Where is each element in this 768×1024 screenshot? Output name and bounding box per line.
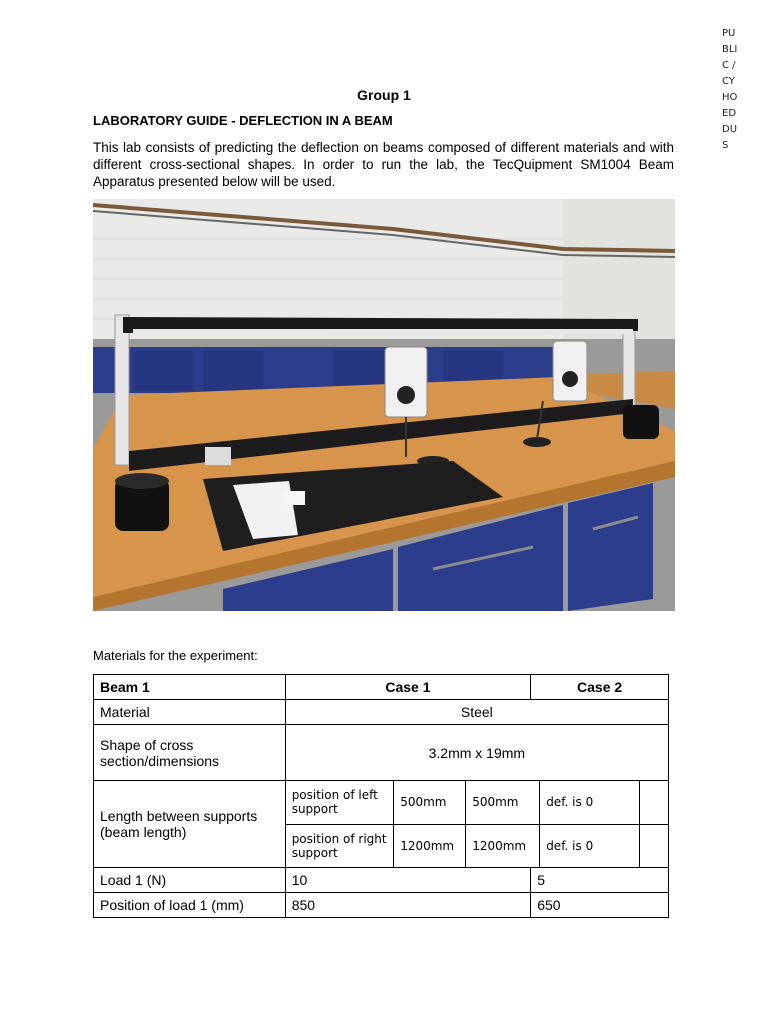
classification-part: S: [722, 140, 729, 151]
case2-header: Case 2: [531, 675, 669, 700]
right-support-label: position of right support: [286, 824, 394, 867]
classification-part: PU: [722, 28, 736, 39]
classification-part: ED: [722, 108, 737, 119]
classification-part: DU: [722, 124, 738, 135]
empty-cell: [640, 781, 668, 824]
left-case2-value: def. is 0: [540, 781, 640, 824]
table-row: [94, 868, 669, 893]
table-row: [94, 781, 669, 868]
table-row: [94, 700, 669, 725]
table-row: [286, 824, 668, 867]
right-case1-value: 1200mm: [394, 824, 466, 867]
material-value: Steel: [285, 700, 668, 725]
classification-part: C /: [722, 60, 736, 71]
material-label: Material: [94, 700, 286, 725]
beam-header: Beam 1: [94, 675, 286, 700]
position-case2: 650: [531, 893, 669, 918]
position-case1: 850: [285, 893, 531, 918]
materials-label: Materials for the experiment:: [93, 648, 258, 663]
table-row: [286, 781, 668, 824]
specification-table: [93, 674, 669, 918]
support-positions-table: [286, 781, 668, 867]
intro-paragraph: This lab consists of predicting the deflection on beams composed of different materials and with different cross-sectional shapes. In order to run the lab, the TecQuipment SM1004 Beam Apparatus presented below will be used.: [93, 140, 674, 189]
left-case1-value: 500mm: [394, 781, 466, 824]
right-case2-value: def. is 0: [540, 824, 640, 867]
empty-cell: [640, 824, 668, 867]
table-row: [94, 725, 669, 781]
group-title: Group 1: [357, 87, 411, 103]
document-heading: LABORATORY GUIDE - DEFLECTION IN A BEAM: [93, 113, 393, 128]
length-label: Length between supports (beam length): [94, 781, 286, 868]
table-row: [94, 675, 669, 700]
beam-apparatus-photo: [93, 199, 675, 611]
load-case2: 5: [531, 868, 669, 893]
load-case1: 10: [285, 868, 531, 893]
table-row: [94, 893, 669, 918]
classification-part: HO: [722, 92, 738, 103]
shape-value: 3.2mm x 19mm: [285, 725, 668, 781]
case1-header: Case 1: [285, 675, 531, 700]
left-case1-value: 500mm: [466, 781, 540, 824]
support-positions: [285, 781, 668, 868]
left-support-label: position of left support: [286, 781, 394, 824]
right-case1-value: 1200mm: [466, 824, 540, 867]
shape-label: Shape of cross section/dimensions: [94, 725, 286, 781]
position-label: Position of load 1 (mm): [94, 893, 286, 918]
classification-part: BLI: [722, 44, 738, 55]
classification-part: CY: [722, 76, 735, 87]
beam-apparatus-illustration: [93, 199, 675, 611]
load-label: Load 1 (N): [94, 868, 286, 893]
